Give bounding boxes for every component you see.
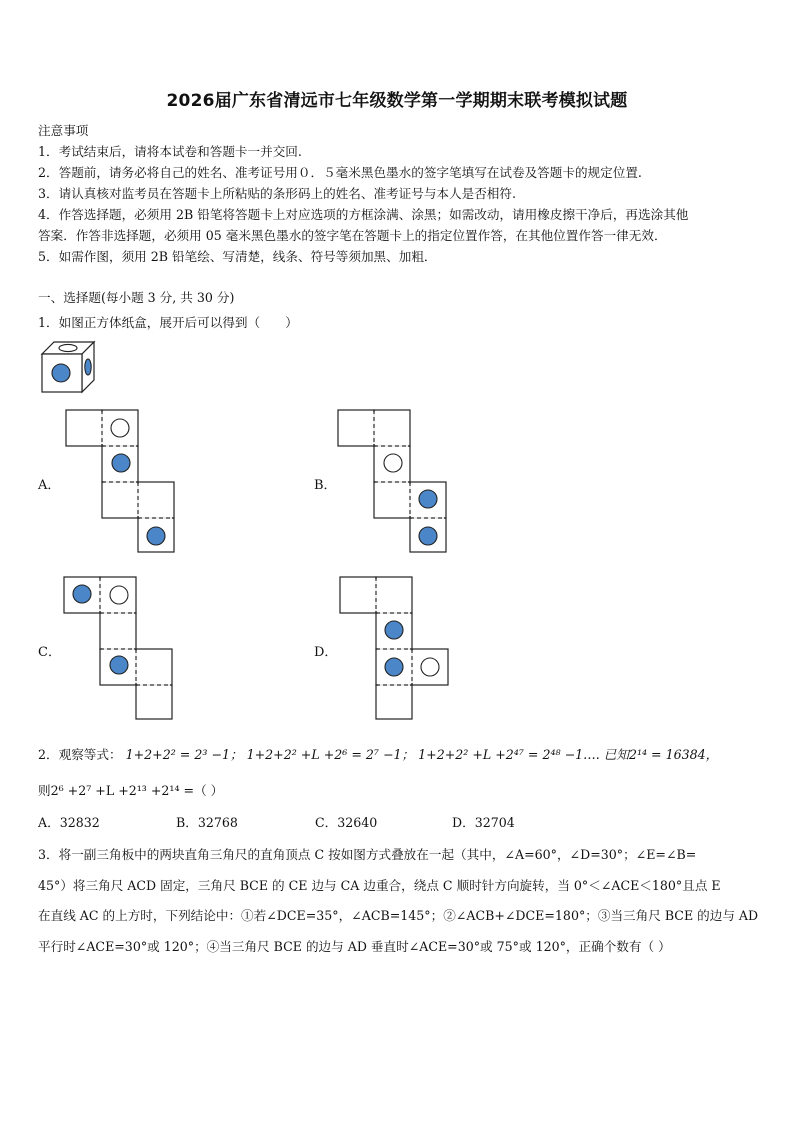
question-3-line: 平行时∠ACE=30°或 120°；④当三角尺 BCE 的边与 AD 垂直时∠ACE=30°或 75°或 120°，正确个数有（ ） bbox=[38, 939, 671, 954]
question-2-line-1 bbox=[38, 744, 718, 763]
choice-d: D．32704 bbox=[452, 815, 515, 830]
option-d-label: D． bbox=[314, 645, 338, 660]
option-b-label: B． bbox=[314, 478, 337, 493]
notice-item: 5．如需作图，须用 2B 铅笔绘、写清楚，线条、符号等须加黑、加粗． bbox=[38, 249, 437, 264]
option-c-label: C． bbox=[38, 645, 61, 660]
q2-eq1: 1+2+2² = 2³ −1； bbox=[125, 747, 243, 762]
cube-figure bbox=[38, 340, 98, 394]
q2-eq2: 1+2+2² +L +2⁶ = 2⁷ −1； bbox=[246, 747, 415, 762]
notice-item: 4．作答选择题，必须用 2B 铅笔将答题卡上对应选项的方框涂满、涂黑；如需改动，请用橡皮擦干净后，再选涂其他 bbox=[38, 207, 689, 222]
question-3-line: 45°）将三角尺 ACD 固定，三角尺 BCE 的 CE 边与 CA 边重合，绕点 C 顺时针方向旋转，当 0°＜∠ACE＜180°且点 E bbox=[38, 878, 721, 893]
question-3-line: 在直线 AC 的上方时，下列结论中：①若∠DCE=35°，∠ACB=145°；②∠ACB+∠DCE=180°；③当三角尺 BCE 的边与 AD bbox=[38, 908, 759, 923]
q2-known: 已知2¹⁴ = 16384， bbox=[603, 747, 719, 762]
choice-b: B．32768 bbox=[176, 815, 238, 830]
section-heading: 一、选择题(每小题 3 分, 共 30 分) bbox=[38, 290, 235, 305]
choice-c: C．32640 bbox=[315, 815, 378, 830]
choice-a: A．32832 bbox=[38, 815, 100, 830]
option-d-net bbox=[338, 575, 452, 721]
option-c-net bbox=[62, 575, 176, 721]
notice-item: 3．请认真核对监考员在答题卡上所粘贴的条形码上的姓名、准考证号与本人是否相符. bbox=[38, 186, 516, 201]
question-3-line: 3．将一副三角板中的两块直角三角尺的直角顶点 C 按如图方式叠放在一起（其中，∠A=60°，∠D=30°；∠E=∠B= bbox=[38, 847, 697, 862]
question-2-line-2: 则2⁶ +2⁷ +L +2¹³ +2¹⁴ =（ ） bbox=[38, 783, 224, 798]
option-a-net bbox=[64, 408, 178, 554]
notice-heading: 注意事项 bbox=[38, 123, 89, 138]
question-1-stem: 1．如图正方体纸盒，展开后可以得到（ ） bbox=[38, 315, 298, 330]
page-title: 2026届广东省清远市七年级数学第一学期期末联考模拟试题 bbox=[166, 91, 628, 111]
option-b-net bbox=[336, 408, 450, 554]
q2-eq3: 1+2+2² +L +2⁴⁷ = 2⁴⁸ −1…. bbox=[418, 747, 600, 762]
notice-item: 答案．作答非选择题，必须用 05 毫米黑色墨水的签字笔在答题卡上的指定位置作答，在其他位置作答一律无效． bbox=[38, 228, 667, 243]
notice-item: 2．答题前，请务必将自己的姓名、准考证号用０．５毫米黑色墨水的签字笔填写在试卷及答题卡的规定位置. bbox=[38, 165, 642, 180]
option-a-label: A． bbox=[38, 478, 61, 493]
q2-label: 2．观察等式： bbox=[38, 747, 122, 762]
question-2-choices bbox=[38, 812, 598, 830]
notice-item: 1．考试结束后，请将本试卷和答题卡一并交回. bbox=[38, 144, 302, 159]
